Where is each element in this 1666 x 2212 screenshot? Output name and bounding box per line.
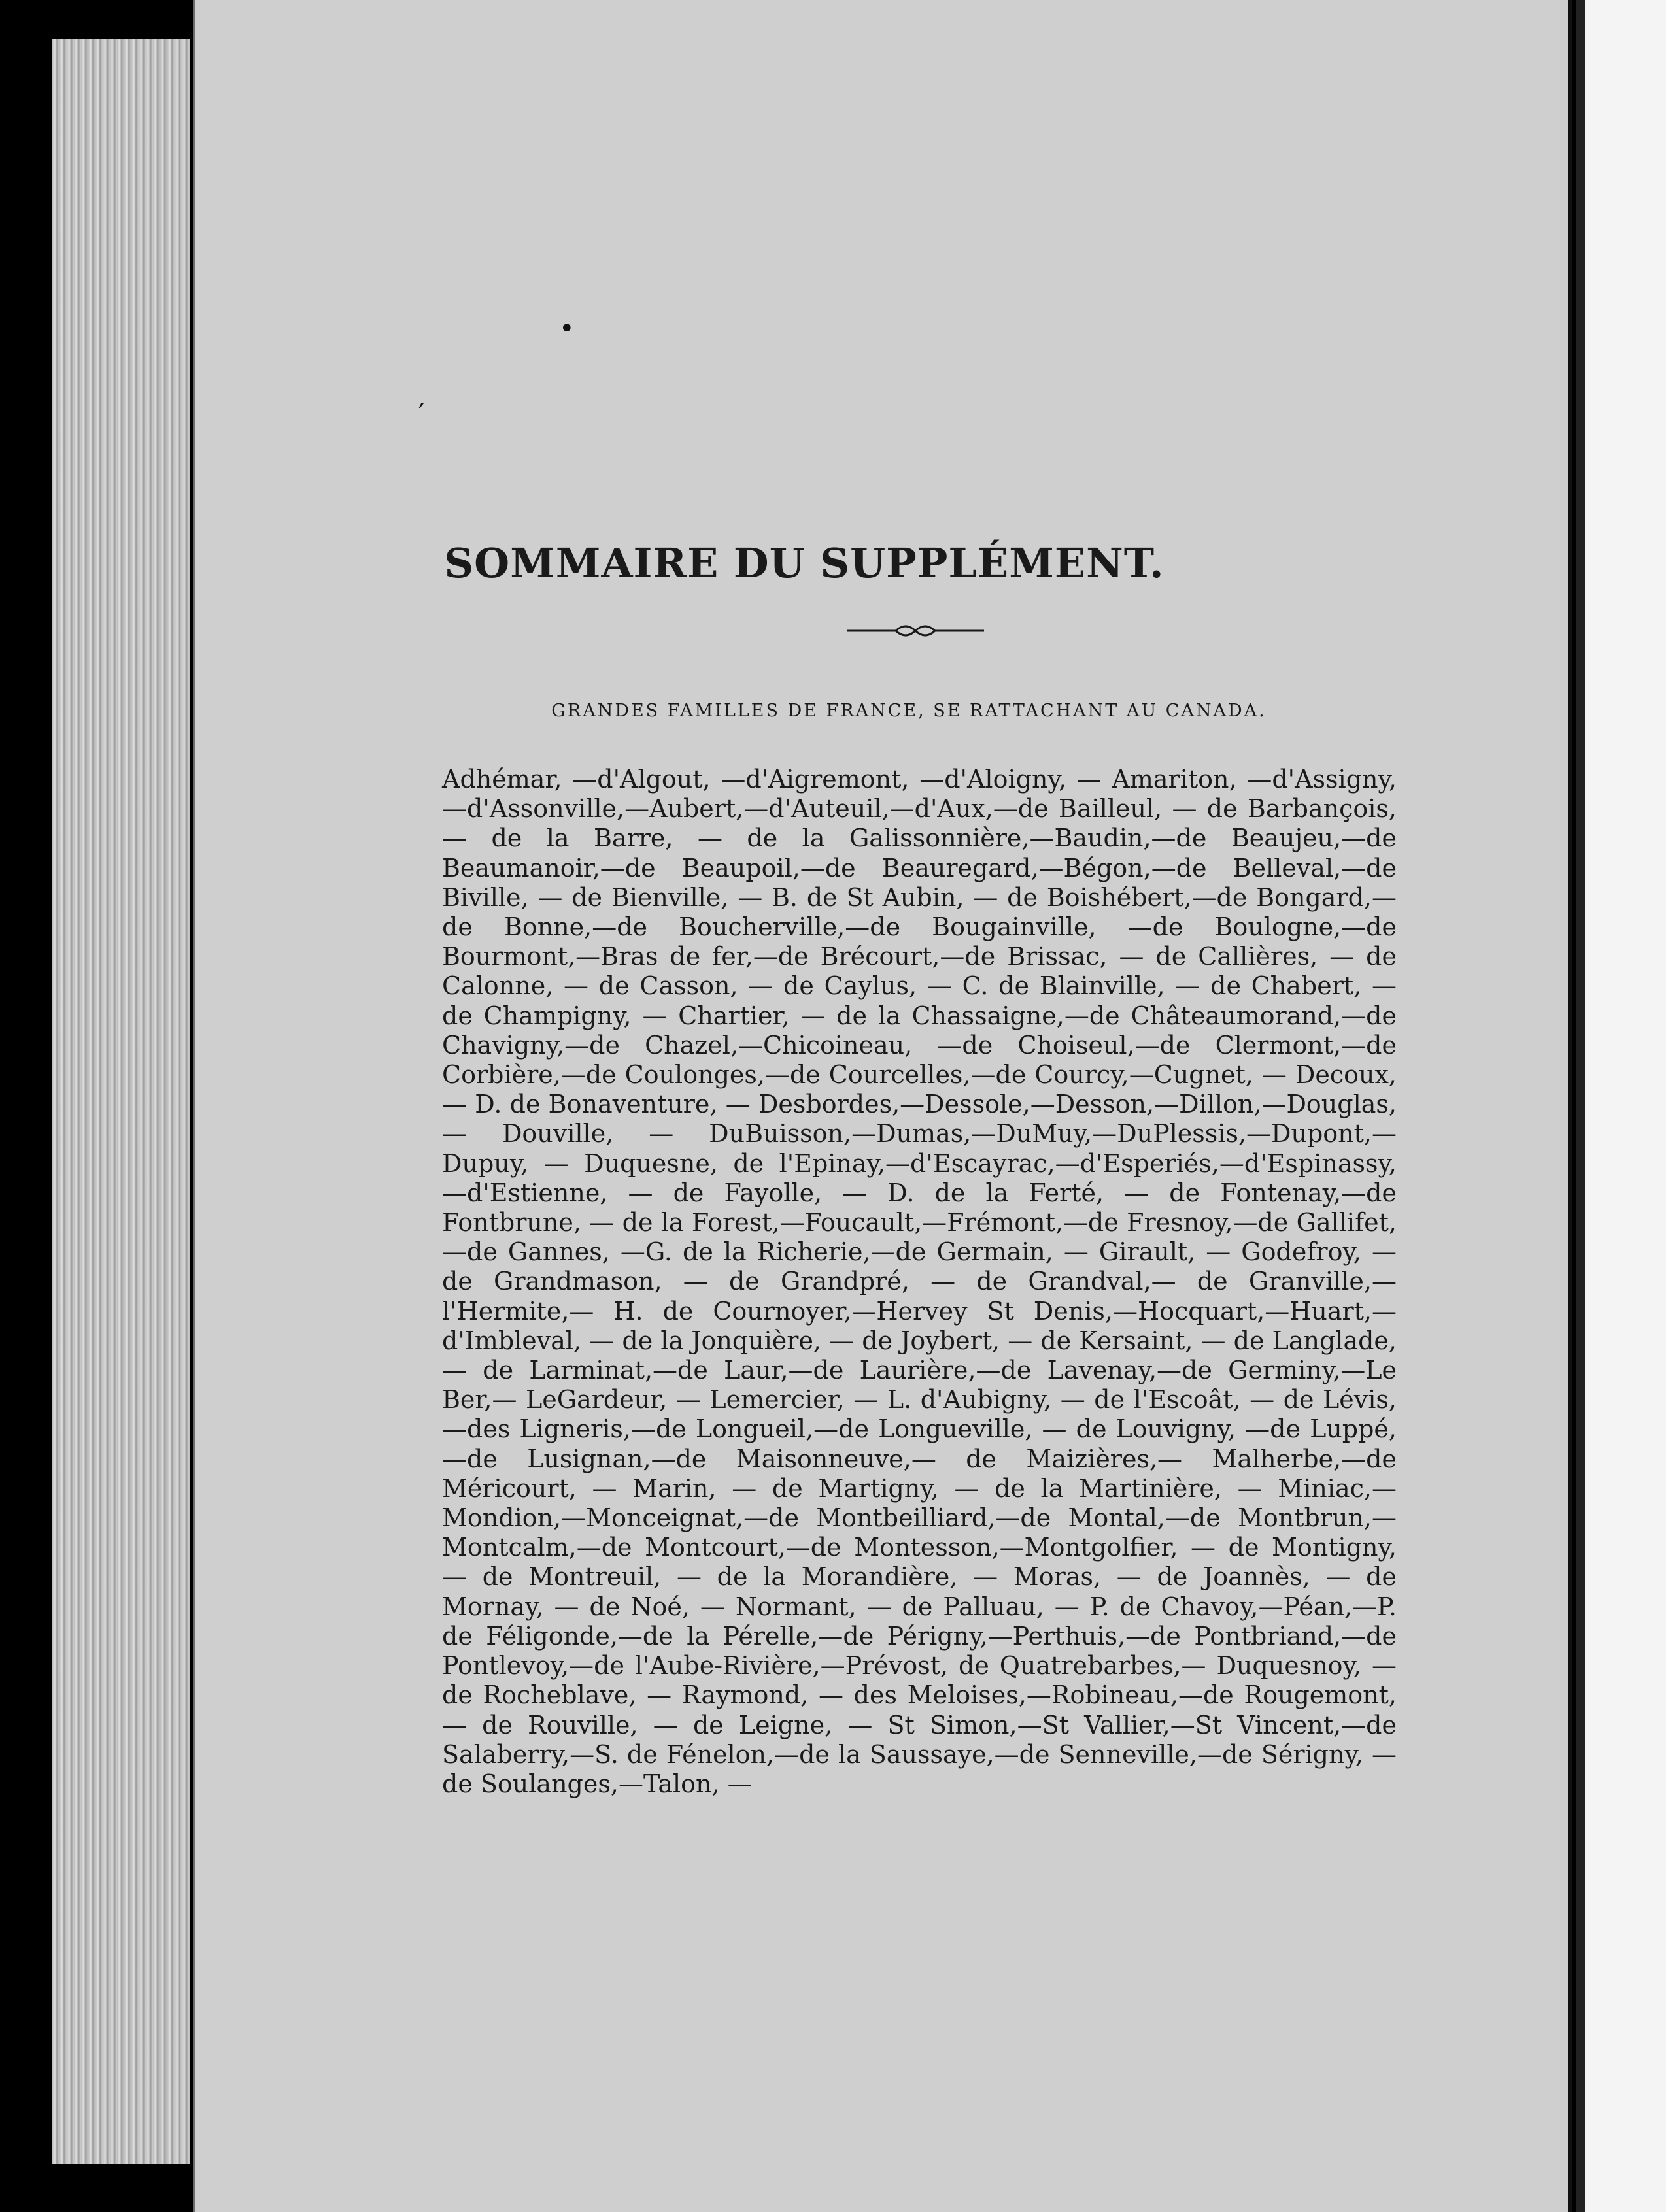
title-ornament-divider: [843, 618, 987, 644]
print-speck: ′: [418, 399, 425, 429]
print-speck: •: [559, 314, 575, 344]
facing-page-edge: [1576, 0, 1666, 2212]
book-page-edges: [52, 39, 190, 2164]
families-list-paragraph: Adhémar, —d'Algout, —d'Aigremont, —d'Aloigny, — Amariton, —d'Assigny,—d'Assonville,—Aubert,—d'Auteuil,—d'Aux,—de Bailleul, — de Barbançois, — de la Barre, — de la Galissonnière,—Baudin,—de Beaujeu,—de Beaumanoir,—de Beaupoil,—de Beauregard,—Bégon,—de Belleval,—de Biville, — de Bienville, — B. de St Aubin, — de Boishébert,—de Bongard,—de Bonne,—de Boucherville,—de Bougainville, —de Boulogne,—de Bourmont,—Bras de fer,—de Brécourt,—de Brissac, — de Callières, — de Calonne, — de Casson, — de Caylus, — C. de Blainville, — de Chabert, — de Champigny, — Chartier, — de la Chassaigne,—de Châteaumorand,—de Chavigny,—de Chazel,—Chicoineau, —de Choiseul,—de Clermont,—de Corbière,—de Coulonges,—de Courcelles,—de Courcy,—Cugnet, — Decoux, — D. de Bonaventure, — Desbordes,—Dessole,—Desson,—Dillon,—Douglas,— Douville, — DuBuisson,—Dumas,—DuMuy,—DuPlessis,—Dupont,—Dupuy, — Duquesne, de l'Epinay,—d'Escayrac,—d'Esperiés,—d'Espinassy, —d'Estienne, — de Fayolle, — D. de la Ferté, — de Fontenay,—de Fontbrune, — de la Forest,—Foucault,—Frémont,—de Fresnoy,—de Gallifet,—de Gannes, —G. de la Richerie,—de Germain, — Girault, — Godefroy, — de Grandmason, — de Grandpré, — de Grandval,— de Granville,—l'Hermite,— H. de Cournoyer,—Hervey St Denis,—Hocquart,—Huart,—d'Imbleval, — de la Jonquière, — de Joybert, — de Kersaint, — de Langlade, — de Larminat,—de Laur,—de Laurière,—de Lavenay,—de Germiny,—Le Ber,— LeGardeur, — Lemercier, — L. d'Aubigny, — de l'Escoât, — de Lévis,—des Ligneris,—de Longueil,—de Longueville, — de Louvigny, —de Luppé,—de Lusignan,—de Maisonneuve,— de Maizières,— Malherbe,—de Méricourt, — Marin, — de Martigny, — de la Martinière, — Miniac,—Mondion,—Monceignat,—de Montbeilliard,—de Montal,—de Montbrun,—Montcalm,—de Montcourt,—de Montesson,—Montgolfier, — de Montigny, — de Montreuil, — de la Morandière, — Moras, — de Joannès, — de Mornay, — de Noé, — Normant, — de Palluau, — P. de Chavoy,—Péan,—P. de Féligonde,—de la Pérelle,—de Périgny,—Perthuis,—de Pontbriand,—de Pontlevoy,—de l'Aube-Rivière,—Prévost, de Quatrebarbes,— Duquesnoy, — de Rocheblave, — Raymond, — des Meloises,—Robineau,—de Rougemont, — de Rouville, — de Leigne, — St Simon,—St Vallier,—St Vincent,—de Salaberry,—S. de Fénelon,—de la Saussaye,—de Senneville,—de Sérigny, — de Soulanges,—Talon, —: [442, 765, 1397, 1798]
section-subtitle: GRANDES FAMILLES DE FRANCE, SE RATTACHANT AU CANADA.: [551, 701, 1266, 721]
page-title: SOMMAIRE DU SUPPLÉMENT.: [444, 539, 1164, 587]
